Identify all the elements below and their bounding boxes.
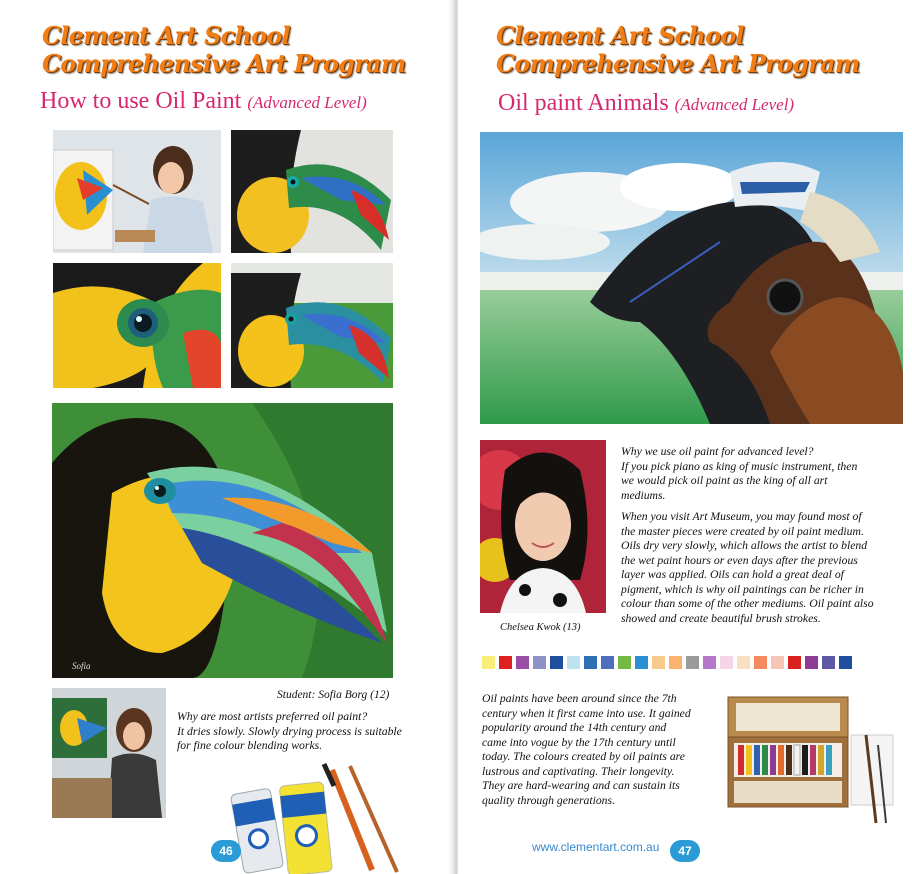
photo-horse-race-painting bbox=[480, 132, 903, 424]
student-caption: Student: Sofia Borg (12) bbox=[277, 689, 390, 701]
page-number-left: 46 bbox=[211, 840, 241, 862]
color-swatch bbox=[516, 656, 529, 669]
reason-line-2: It dries slowly. Slowly drying process is suitable bbox=[177, 724, 402, 738]
svg-text:Sofia: Sofia bbox=[72, 661, 91, 671]
color-swatch bbox=[771, 656, 784, 669]
subtitle-level: (Advanced Level) bbox=[247, 93, 367, 112]
photo-oil-paint-box bbox=[726, 695, 896, 827]
color-swatch bbox=[482, 656, 495, 669]
portrait-caption: Chelsea Kwok (13) bbox=[500, 622, 581, 633]
color-swatch bbox=[805, 656, 818, 669]
history-line-6: lustrous and captivating. Their longevity. bbox=[482, 764, 675, 778]
photo-student-portrait bbox=[480, 440, 606, 613]
intro-line-4: mediums. bbox=[621, 488, 666, 502]
museum-line-2: the master pieces were created by oil paint medium. bbox=[621, 524, 864, 538]
reason-line-1: Why are most artists preferred oil paint? bbox=[177, 710, 368, 723]
color-swatch-row bbox=[482, 656, 852, 669]
subtitle-main: How to use Oil Paint bbox=[40, 88, 242, 114]
color-swatch bbox=[584, 656, 597, 669]
photo-student-smiling bbox=[52, 688, 166, 818]
page-subtitle bbox=[498, 90, 794, 117]
color-swatch bbox=[533, 656, 546, 669]
photo-toucan-final-painting bbox=[52, 403, 393, 678]
photo-paint-tubes bbox=[222, 760, 402, 874]
subtitle-main: Oil paint Animals bbox=[498, 90, 669, 116]
color-swatch bbox=[635, 656, 648, 669]
history-line-4: came into vogue by the 17th century until bbox=[482, 735, 676, 749]
color-swatch bbox=[839, 656, 852, 669]
history-line-8: quality through generations. bbox=[482, 793, 615, 807]
museum-line-3: Oils dry very slowly, which allows the artist to blend bbox=[621, 539, 868, 552]
advanced-level-intro-text bbox=[621, 445, 906, 503]
history-line-3: popularity around the 14th century and bbox=[482, 721, 667, 734]
color-swatch bbox=[499, 656, 512, 669]
right-page bbox=[458, 0, 912, 874]
history-line-5: today. The colours created by oil paints are bbox=[482, 750, 685, 763]
school-title-line2: Comprehensive Art Program bbox=[496, 49, 860, 78]
subtitle-level: (Advanced Level) bbox=[674, 95, 795, 114]
museum-line-1: When you visit Art Museum, you may found most of bbox=[621, 510, 862, 523]
color-swatch bbox=[669, 656, 682, 669]
photo-girl-painting bbox=[53, 130, 221, 253]
page-number-right: 47 bbox=[670, 840, 700, 862]
color-swatch bbox=[720, 656, 733, 669]
color-swatch bbox=[601, 656, 614, 669]
art-museum-text bbox=[621, 510, 906, 626]
page-subtitle bbox=[40, 88, 367, 115]
history-line-1: Oil paints have been around since the 7th bbox=[482, 692, 677, 705]
oil-paint-reason-text bbox=[177, 710, 447, 754]
color-swatch bbox=[703, 656, 716, 669]
website-url[interactable]: www.clementart.com.au bbox=[532, 840, 660, 854]
oil-paint-history-text bbox=[482, 692, 722, 808]
school-title-line1: Clement Art School bbox=[496, 21, 744, 50]
reason-line-3: for fine colour blending works. bbox=[177, 739, 323, 752]
color-swatch bbox=[652, 656, 665, 669]
history-line-7: They are hard-wearing and can sustain its bbox=[482, 779, 680, 792]
photo-toucan-progress-1 bbox=[231, 130, 393, 253]
intro-line-1: Why we use oil paint for advanced level? bbox=[621, 445, 814, 458]
museum-line-8: showed and create beautiful brush strokes. bbox=[621, 611, 821, 625]
color-swatch bbox=[686, 656, 699, 669]
school-title-line1: Clement Art School bbox=[42, 21, 290, 50]
museum-line-5: layer was applied. Oils can hold a great deal of bbox=[621, 568, 844, 581]
color-swatch bbox=[788, 656, 801, 669]
photo-toucan-eye bbox=[53, 263, 221, 388]
history-line-2: century when it first came into use. It gained bbox=[482, 706, 691, 720]
photo-toucan-progress-2 bbox=[231, 263, 393, 388]
left-page bbox=[0, 0, 454, 874]
color-swatch bbox=[550, 656, 563, 669]
color-swatch bbox=[737, 656, 750, 669]
museum-line-4: the wet paint hours or even days after the previous bbox=[621, 553, 858, 567]
color-swatch bbox=[567, 656, 580, 669]
color-swatch bbox=[618, 656, 631, 669]
school-title-line2: Comprehensive Art Program bbox=[42, 49, 406, 78]
intro-line-3: we would pick oil paint as the king of all art bbox=[621, 474, 828, 487]
intro-line-2: If you pick piano as king of music instrument, then bbox=[621, 459, 858, 473]
color-swatch bbox=[822, 656, 835, 669]
museum-line-6: pigment, which is why oil paintings can be richer in bbox=[621, 582, 864, 596]
museum-line-7: colour than some of the other mediums. Oil paint also bbox=[621, 597, 874, 610]
color-swatch bbox=[754, 656, 767, 669]
